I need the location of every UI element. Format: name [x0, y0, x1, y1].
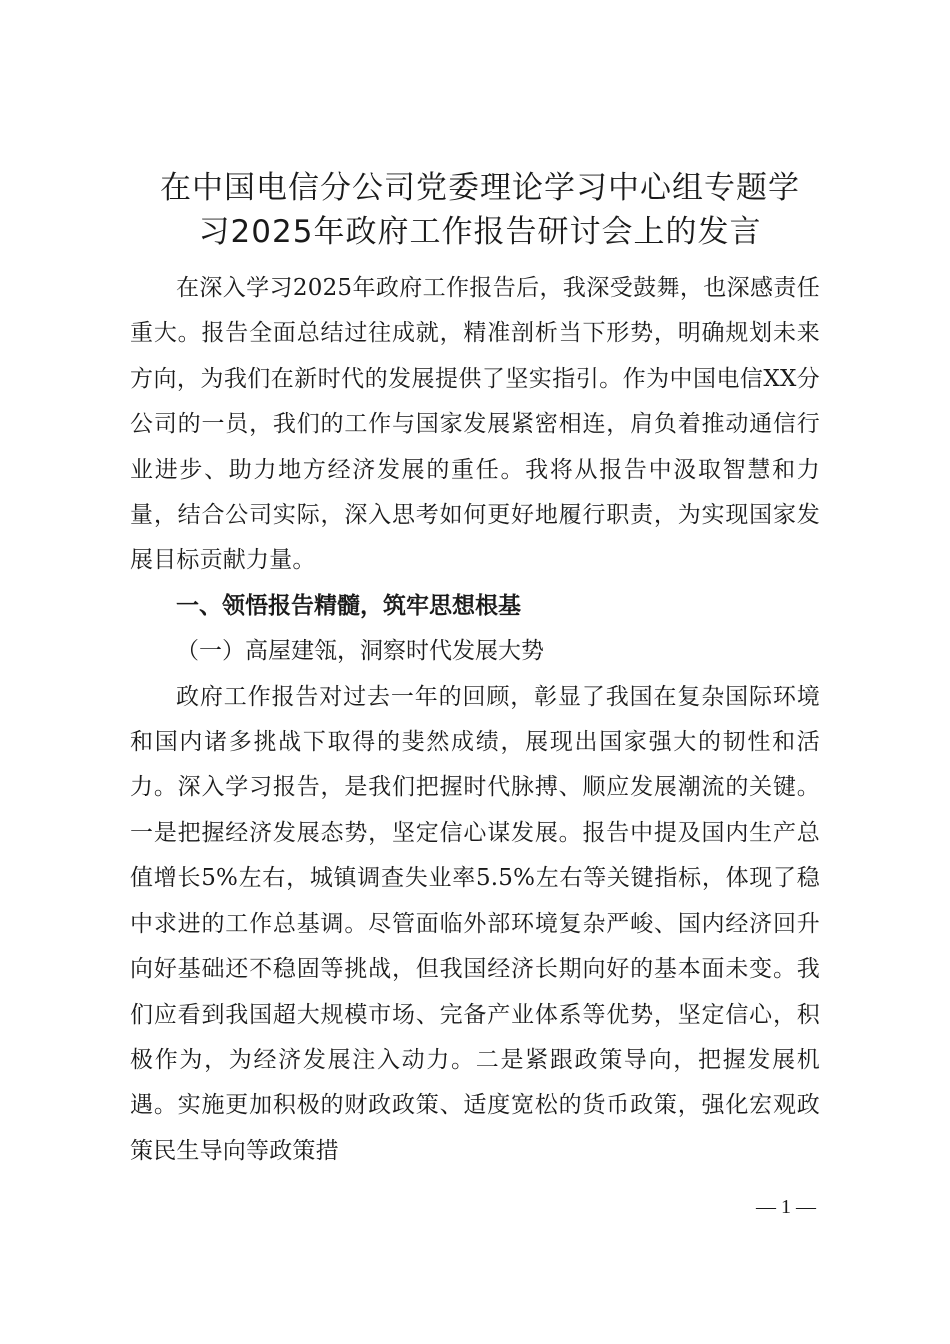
title-line-1: 在中国电信分公司党委理论学习中心组专题学: [160, 170, 800, 206]
subsection-heading-1: （一）高屋建瓴，洞察时代发展大势: [176, 638, 544, 665]
section-1-paragraph: 政府工作报告对过去一年的回顾，彰显了我国在复杂国际环境和国内诸多挑战下取得的斐然成绩，展现出国家强大的韧性和活力。深入学习报告，是我们把握时代脉搏、顺应发展潮流的关键。一是把握经济发展态势，坚定信心谋发展。报告中提及国内生产总值增长5%左右，城镇调查失业率5.5%左右等关键指标，体现了稳中求进的工作总基调。尽管面临外部环境复杂严峻、国内经济回升向好基础还不稳固等挑战，但我国经济长期向好的基本面未变。我们应看到我国超大规模市场、完备产业体系等优势，坚定信心，积极作为，为经济发展注入动力。二是紧跟政策导向，把握发展机遇。实施更加积极的财政政策、适度宽松的货币政策，强化宏观政策民生导向等政策措: [130, 683, 820, 1164]
page-number: — 1 —: [756, 1196, 816, 1218]
document-body: [130, 266, 820, 1174]
document-title: [120, 166, 840, 254]
title-line-2: 习2025年政府工作报告研讨会上的发言: [198, 214, 762, 250]
intro-paragraph: 在深入学习2025年政府工作报告后，我深受鼓舞，也深感责任重大。报告全面总结过往成就，精准剖析当下形势，明确规划未来方向，为我们在新时代的发展提供了坚实指引。作为中国电信XX分公司的一员，我们的工作与国家发展紧密相连，肩负着推动通信行业进步、助力地方经济发展的重任。我将从报告中汲取智慧和力量，结合公司实际，深入思考如何更好地履行职责，为实现国家发展目标贡献力量。: [130, 275, 820, 574]
section-heading-1: 一、领悟报告精髓，筑牢思想根基: [176, 592, 521, 619]
